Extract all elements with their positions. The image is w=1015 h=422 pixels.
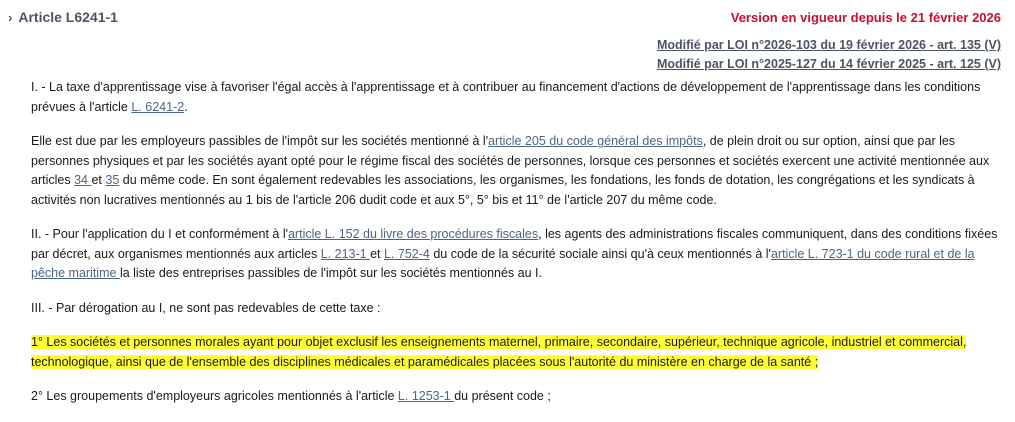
paragraph-3: II. - Pour l'application du I et conformément à l'article L. 152 du livre des procédures fiscales, les agents des administrations fiscales communiquent, dans des conditions fixées par décret, aux organismes mentionnés aux articles L. 213-1 et L. 752-4 du code de la sécurité sociale ainsi qu'à ceux mentionnés à l'article L. 723-1 du code rural et de la pêche maritime la liste des entreprises passibles de l'impôt sur les sociétés mentionnés au I.: [31, 227, 998, 280]
link-article-205-cgi[interactable]: article 205 du code général des impôts: [488, 134, 703, 148]
link-article-35[interactable]: 35: [105, 173, 120, 187]
article-header: [0, 0, 1015, 86]
paragraph-5-highlighted: [31, 333, 1003, 372]
article-content: [31, 78, 1003, 422]
paragraph-2: Elle est due par les employeurs passibles de l'impôt sur les sociétés mentionné à l'article 205 du code général des impôts, de plein droit ou sur option, ainsi que par les personnes physiques et par les sociétés ayant opté pour le régime fiscal des sociétés de personnes, lorsque ces personnes et sociétés exercent une activité mentionnée aux articles 34 et 35 du même code. En sont également redevables les associations, les organismes, les fondations, les fonds de dotation, les congrégations et les syndicats à activités non lucratives mentionnés au 1 bis de l'article 206 dudit code et aux 5°, 5° bis et 11° de l'article 207 du même code.: [31, 134, 990, 207]
article-title-label: Article L6241-1: [18, 9, 118, 25]
link-article-l723-1-crpm[interactable]: article L. 723-1 du code rural et de la pêche maritime: [31, 246, 975, 280]
modification-link-2[interactable]: Modifié par LOI n°2025-127 du 14 février 2025 - art. 125 (V): [656, 57, 1001, 71]
modification-link-1[interactable]: Modifié par LOI n°2026-103 du 19 février 2026 - art. 135 (V): [656, 38, 1001, 52]
link-l1253-1[interactable]: L. 1253-1: [397, 389, 455, 403]
link-l6241-2[interactable]: L. 6241-2: [131, 99, 185, 114]
version-status: Version en vigueur depuis le 21 février 2026: [730, 10, 1001, 25]
modifications-list: [657, 36, 1001, 74]
chevron-right-icon[interactable]: ›: [8, 9, 13, 25]
link-l752-4[interactable]: L. 752-4: [383, 246, 430, 261]
link-l213-1[interactable]: L. 213-1: [320, 246, 371, 261]
paragraph-1: I. - La taxe d'apprentissage vise à favoriser l'égal accès à l'apprentissage et à contribuer au financement d'actions de développement de l'apprentissage dans les conditions prévues à l'article L. 6241-2.: [31, 80, 981, 114]
article-title[interactable]: [8, 9, 118, 25]
paragraph-6: 2° Les groupements d'employeurs agricoles mentionnés à l'article L. 1253-1 du présent code ;: [31, 389, 551, 403]
paragraph-4: III. - Par dérogation au I, ne sont pas redevables de cette taxe :: [31, 300, 381, 315]
link-article-l152-lpf[interactable]: article L. 152 du livre des procédures fiscales: [287, 227, 539, 241]
link-article-34[interactable]: 34: [74, 173, 92, 187]
highlighted-text: 1° Les sociétés et personnes morales ayant pour objet exclusif les enseignements maternel, primaire, secondaire, supérieur, technique agricole, industriel et commercial, technologique, ainsi que de l'ensemble des disciplines médicales et paramédicales placées sous l'autorité du ministère en charge de la santé ;: [31, 335, 967, 369]
